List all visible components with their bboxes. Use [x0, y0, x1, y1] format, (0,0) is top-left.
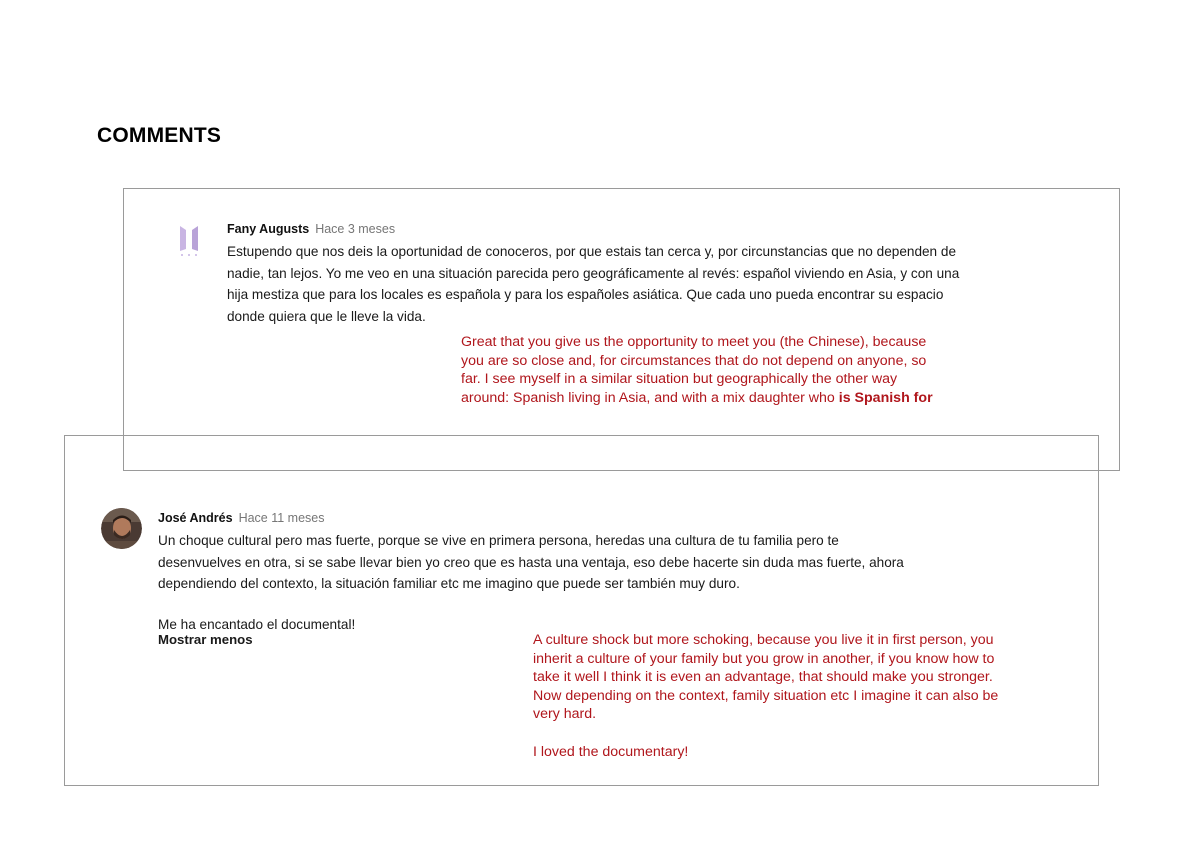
translation-line: very hard. [533, 706, 597, 723]
comment-line: nadie, tan lejos. Yo me veo en una situación parecida pero geográficamente al revés: español viviendo en Asia, y con una [227, 265, 960, 281]
translation-line: I loved the documentary! [533, 743, 689, 760]
translation-line-start: around: Spanish living in Asia, and with a mix daughter who [461, 389, 839, 406]
comment-line: dependiendo del contexto, la situación familiar etc me imagino que puede ser también muy duro. [158, 576, 740, 591]
comment-timestamp[interactable]: Hace 11 meses [238, 511, 325, 525]
comment-body [227, 241, 959, 327]
translation-note [461, 333, 933, 407]
translation-note [533, 631, 998, 761]
bts-logo-icon [178, 224, 200, 258]
comment-line: hija mestiza que para los locales es española y para los españoles asiática. Que cada uno pueda encontrar su espacio [227, 287, 944, 302]
comment-line: Un choque cultural pero mas fuerte, porque se vive en primera persona, heredas una cultura de tu familia pero te [158, 533, 839, 548]
comment-line: desenvuelves en otra, si se sabe llevar bien yo creo que es hasta una ventaja, eso debe hacerte sin duda mas fuerte, ahora [158, 554, 904, 570]
comment-line: Estupendo que nos deis la oportunidad de conoceros, por que estais tan cerca y, por circunstancias que no dependen de [227, 244, 957, 259]
translation-line: you are so close and, for circumstances that do not depend on anyone, so [461, 352, 927, 369]
comment-line: Me ha encantado el documental! [158, 616, 356, 632]
translation-line [533, 724, 998, 743]
translation-line: Now depending on the context, family situation etc I imagine it can also be [533, 687, 999, 704]
comment-line: donde quiera que le lleve la vida. [227, 308, 426, 324]
translation-line: inherit a culture of your family but you grow in another, if you know how to [533, 650, 995, 667]
translation-line: Great that you give us the opportunity to meet you (the Chinese), because [461, 334, 927, 350]
translation-line: take it well I think it is even an advantage, that should make you stronger. [533, 669, 993, 686]
comment-body [158, 530, 904, 635]
comment-line [158, 595, 904, 614]
page-title: COMMENTS [97, 124, 222, 147]
translation-bold-tail: is Spanish for [838, 389, 933, 406]
author-name[interactable]: Fany Augusts [227, 222, 310, 236]
show-less-button[interactable]: Mostrar menos [158, 632, 253, 647]
translation-line [461, 389, 933, 408]
translation-line: far. I see myself in a similar situation but geographically the other way [461, 371, 898, 388]
comment-author[interactable] [227, 222, 395, 236]
user-photo-avatar[interactable] [101, 508, 142, 549]
comment-author[interactable] [158, 511, 325, 525]
author-name[interactable]: José Andrés [158, 511, 233, 525]
translation-line: A culture shock but more schoking, because you live it in first person, you [533, 632, 994, 648]
comment-timestamp[interactable]: Hace 3 meses [315, 222, 396, 236]
